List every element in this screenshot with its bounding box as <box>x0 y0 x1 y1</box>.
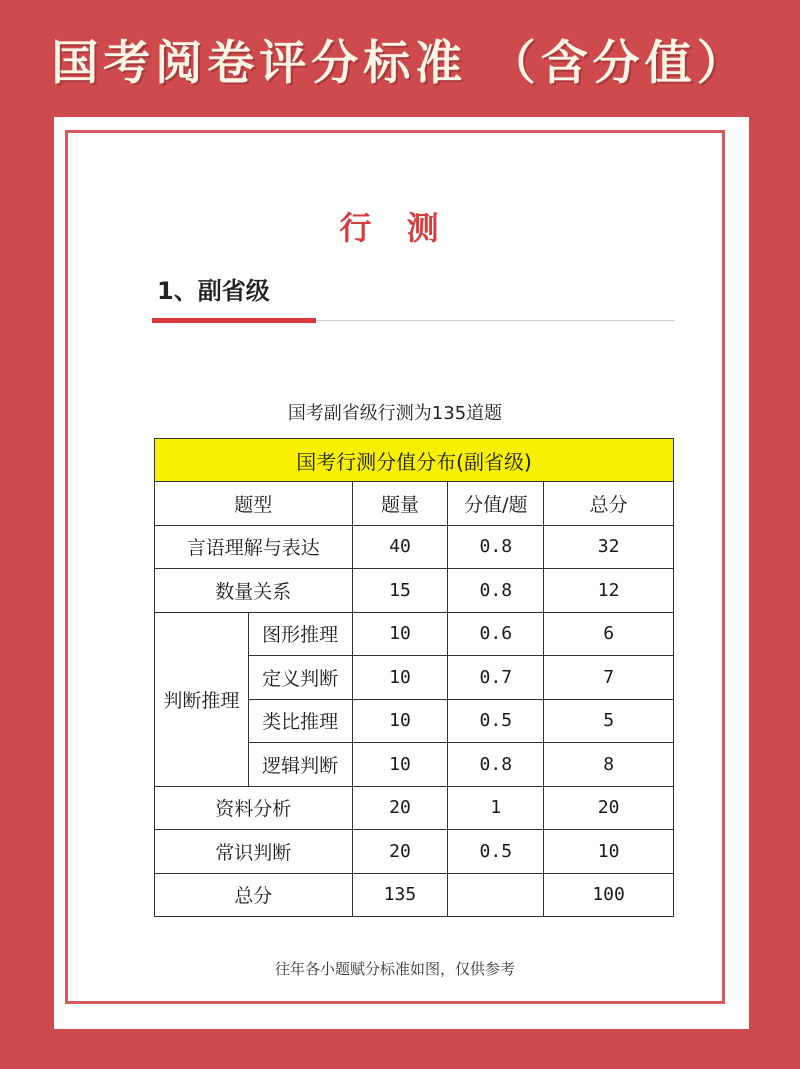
row-per: 0.7 <box>448 656 544 700</box>
footnote: 往年各小题赋分标准如图，仅供参考 <box>274 960 515 978</box>
header-total: 总分 <box>544 482 674 526</box>
row-count: 15 <box>352 569 448 613</box>
row-count: 10 <box>352 612 448 656</box>
row-total: 8 <box>544 743 674 787</box>
table-row <box>155 830 674 874</box>
row-per: 0.8 <box>448 569 544 613</box>
row-subtype: 定义判断 <box>248 656 352 700</box>
row-subtype: 逻辑判断 <box>248 743 352 787</box>
row-per: 0.6 <box>448 612 544 656</box>
row-total: 10 <box>544 830 674 874</box>
score-distribution-table <box>154 438 674 917</box>
table-row <box>155 525 674 569</box>
row-total: 100 <box>544 873 674 917</box>
row-count: 40 <box>352 525 448 569</box>
row-total: 20 <box>544 786 674 830</box>
row-subtype: 图形推理 <box>248 612 352 656</box>
row-per: 0.5 <box>448 830 544 874</box>
table-caption: 国考副省级行测为135道题 <box>287 403 503 424</box>
row-total: 5 <box>544 699 674 743</box>
group-label: 判断推理 <box>155 612 249 786</box>
row-count: 10 <box>352 699 448 743</box>
header-count: 题量 <box>352 482 448 526</box>
row-total: 32 <box>544 525 674 569</box>
row-total: 12 <box>544 569 674 613</box>
row-per: 1 <box>448 786 544 830</box>
heading-accent-bar <box>152 318 316 323</box>
card-frame <box>65 130 725 1004</box>
row-count: 135 <box>352 873 448 917</box>
table-header-row <box>155 482 674 526</box>
row-count: 10 <box>352 656 448 700</box>
page-title: 国考阅卷评分标准 （含分值） <box>51 35 749 91</box>
row-count: 20 <box>352 786 448 830</box>
row-per: 0.8 <box>448 743 544 787</box>
table-row <box>155 569 674 613</box>
section-title: 行 测 <box>339 209 451 247</box>
table-total-row <box>155 873 674 917</box>
table-title-row <box>155 439 674 482</box>
row-type: 言语理解与表达 <box>155 525 353 569</box>
row-subtype: 类比推理 <box>248 699 352 743</box>
row-total: 7 <box>544 656 674 700</box>
table-row <box>155 786 674 830</box>
row-type: 总分 <box>155 873 353 917</box>
content-card <box>54 117 749 1029</box>
header-type: 题型 <box>155 482 353 526</box>
row-per <box>448 873 544 917</box>
row-count: 10 <box>352 743 448 787</box>
row-count: 20 <box>352 830 448 874</box>
table-row <box>155 612 674 656</box>
header-banner <box>0 0 800 118</box>
row-per: 0.8 <box>448 525 544 569</box>
table-title: 国考行测分值分布(副省级) <box>155 439 674 482</box>
row-type: 常识判断 <box>155 830 353 874</box>
row-total: 6 <box>544 612 674 656</box>
subsection-heading: 1、副省级 <box>157 277 270 305</box>
row-type: 数量关系 <box>155 569 353 613</box>
header-per: 分值/题 <box>448 482 544 526</box>
row-per: 0.5 <box>448 699 544 743</box>
row-type: 资料分析 <box>155 786 353 830</box>
